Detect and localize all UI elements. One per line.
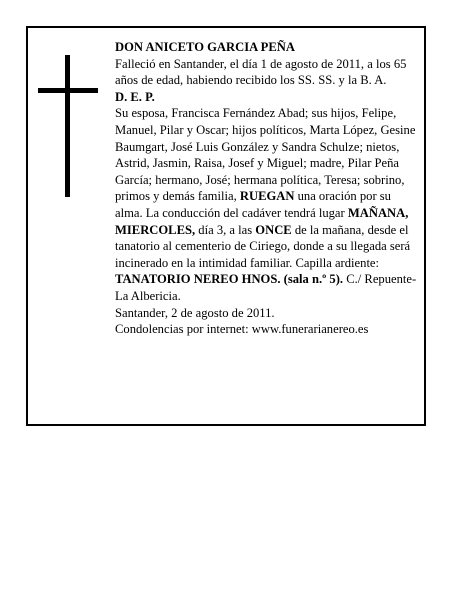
- deceased-name: DON ANICETO GARCIA PEÑA: [115, 40, 295, 54]
- manana-miercoles-text: MAÑANA, MIERCOLES,: [115, 205, 409, 237]
- service-paragraph: [115, 105, 419, 304]
- address-text: C./ Repuente-La Albericia.: [115, 272, 417, 303]
- family-list: Su esposa, Francisca Fernández Abad; sus hijos, Felipe, Manuel, Pilar y Oscar; hijos políticos, Marta López, Gesine Baumgart, José Luis González y Sandra Schulze; nietos, Astrid, Jasmin, Raisa, Josef y Miguel; madre, Pilar Peña García; hermano, José; hermana política, Teresa; sobrino, primos y demás familia,: [115, 106, 416, 204]
- day-text: día 3, a las: [195, 222, 256, 237]
- place-date: Santander, 2 de agosto de 2011.: [115, 305, 275, 320]
- once-text: ONCE: [255, 222, 292, 237]
- prayer-text: una oración por su alma. La conducción del cadáver tendrá lugar: [115, 189, 391, 220]
- condolences-line: Condolencias por internet: www.funerarianereo.es: [115, 322, 369, 337]
- cross-horizontal-bar: [38, 88, 98, 93]
- obituary-notice: [26, 26, 426, 426]
- cross-icon: [38, 55, 98, 197]
- cross-vertical-bar: [65, 55, 70, 197]
- ruegan-text: RUEGAN: [239, 189, 295, 204]
- notice-text: [115, 39, 419, 338]
- death-announcement: Falleció en Santander, el día 1 de agosto de 2011, a los 65 años de edad, habiendo recibido los SS. SS. y la B. A.: [115, 56, 407, 88]
- dep-heading: D. E. P.: [115, 89, 155, 104]
- tanatorio-text: TANATORIO NEREO HNOS. (sala n.º 5).: [115, 272, 344, 287]
- service-text: de la mañana, desde el tanatorio al cementerio de Ciriego, donde a su llegada será incinerado en la intimidad familiar. Capilla ardiente:: [115, 222, 411, 270]
